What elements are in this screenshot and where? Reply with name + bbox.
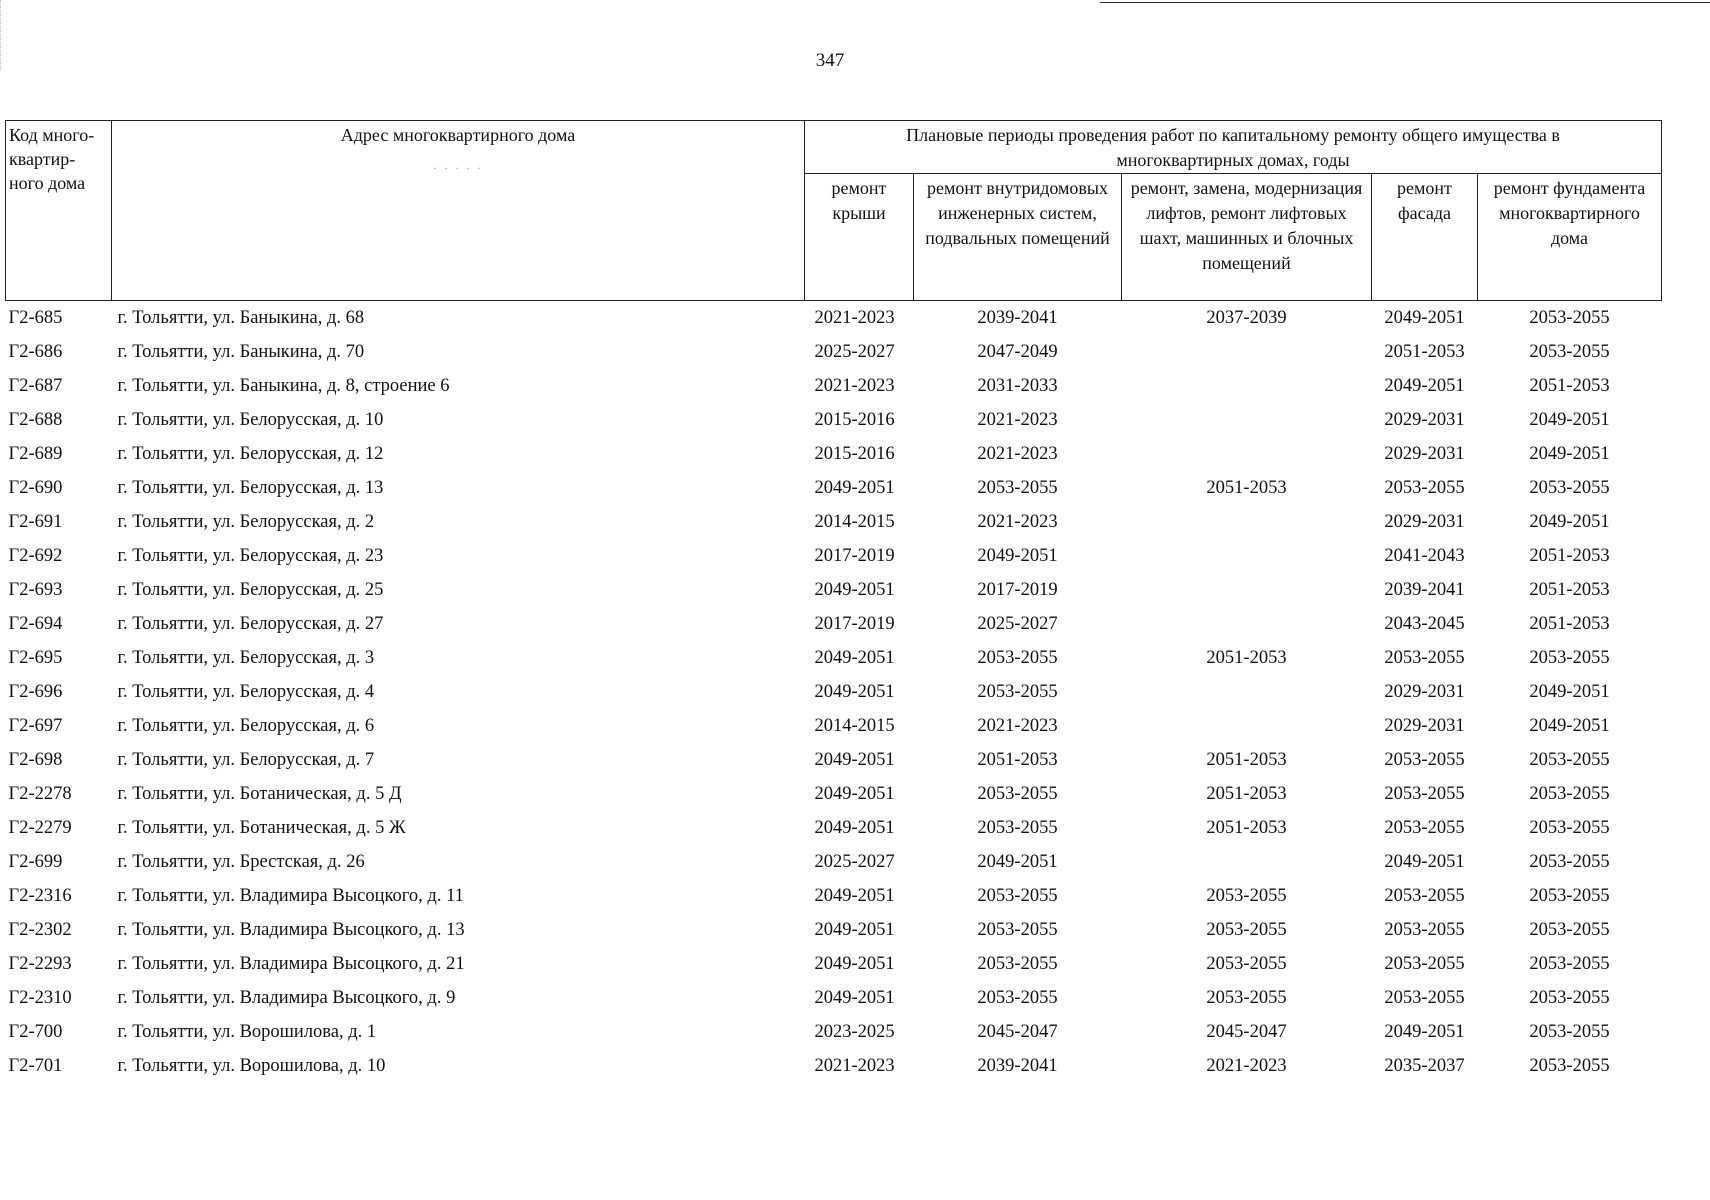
cell-code: Г2-699 — [8, 851, 63, 872]
cell-engineering-period: 2045-2047 — [977, 1021, 1058, 1042]
cell-elevator-period: 2053-2055 — [1206, 885, 1287, 906]
cell-facade-period: 2049-2051 — [1384, 307, 1465, 328]
cell-elevator-period: 2051-2053 — [1206, 477, 1287, 498]
table-row — [6, 777, 1662, 811]
cell-facade-period: 2035-2037 — [1384, 1055, 1465, 1076]
cell-facade-period: 2053-2055 — [1384, 885, 1465, 906]
cell-elevator-period — [1122, 539, 1372, 573]
cell-address: г. Тольятти, ул. Белорусская, д. 7 — [117, 749, 375, 770]
cell-roof-period: 2049-2051 — [814, 681, 895, 702]
capital-repair-table — [5, 120, 1662, 1083]
cell-roof-period: 2017-2019 — [814, 613, 895, 634]
cell-facade-period: 2053-2055 — [1384, 477, 1465, 498]
cell-elevator-period — [1122, 335, 1372, 369]
cell-facade-period: 2041-2043 — [1384, 545, 1465, 566]
cell-address: г. Тольятти, ул. Белорусская, д. 27 — [117, 613, 384, 634]
cell-address: г. Тольятти, ул. Владимира Высоцкого, д. 13 — [117, 919, 465, 940]
cell-roof-period: 2049-2051 — [814, 579, 895, 600]
cell-facade-period: 2049-2051 — [1384, 851, 1465, 872]
cell-address: г. Тольятти, ул. Белорусская, д. 25 — [117, 579, 384, 600]
cell-foundation-period: 2051-2053 — [1529, 545, 1610, 566]
cell-engineering-period: 2031-2033 — [977, 375, 1058, 396]
cell-engineering-period: 2021-2023 — [977, 511, 1058, 532]
cell-address: г. Тольятти, ул. Брестская, д. 26 — [117, 851, 365, 872]
top-border-line — [1100, 2, 1710, 3]
cell-facade-period: 2029-2031 — [1384, 409, 1465, 430]
cell-address: г. Тольятти, ул. Владимира Высоцкого, д. 11 — [117, 885, 464, 906]
cell-roof-period: 2049-2051 — [814, 749, 895, 770]
cell-roof-period: 2023-2025 — [814, 1021, 895, 1042]
cell-elevator-period — [1122, 573, 1372, 607]
cell-engineering-period: 2053-2055 — [977, 919, 1058, 940]
cell-elevator-period: 2051-2053 — [1206, 647, 1287, 668]
column-header-elevator: ремонт, замена, модернизация лифтов, ремонт лифтовых шахт, машинных и блочных помещений — [1122, 174, 1372, 301]
cell-roof-period: 2049-2051 — [814, 817, 895, 838]
cell-code: Г2-694 — [8, 613, 63, 634]
cell-foundation-period: 2053-2055 — [1529, 817, 1610, 838]
cell-foundation-period: 2051-2053 — [1529, 579, 1610, 600]
cell-foundation-period: 2053-2055 — [1529, 885, 1610, 906]
table-row — [6, 437, 1662, 471]
table-row — [6, 947, 1662, 981]
table-row — [6, 539, 1662, 573]
cell-foundation-period: 2049-2051 — [1529, 443, 1610, 464]
column-header-foundation: ремонт фундамента многоквартирного дома — [1478, 174, 1662, 301]
column-header-code: Код много-квартир-ного дома — [6, 121, 112, 301]
cell-address: г. Тольятти, ул. Баныкина, д. 70 — [117, 341, 365, 362]
cell-roof-period: 2025-2027 — [814, 851, 895, 872]
cell-foundation-period: 2053-2055 — [1529, 851, 1610, 872]
cell-engineering-period: 2021-2023 — [977, 715, 1058, 736]
cell-roof-period: 2017-2019 — [814, 545, 895, 566]
cell-engineering-period: 2053-2055 — [977, 783, 1058, 804]
cell-facade-period: 2053-2055 — [1384, 919, 1465, 940]
column-header-facade: ремонт фасада — [1372, 174, 1478, 301]
cell-code: Г2-689 — [8, 443, 63, 464]
cell-elevator-period — [1122, 369, 1372, 403]
cell-elevator-period — [1122, 709, 1372, 743]
table-row — [6, 607, 1662, 641]
cell-engineering-period: 2049-2051 — [977, 545, 1058, 566]
cell-engineering-period: 2051-2053 — [977, 749, 1058, 770]
cell-address: г. Тольятти, ул. Белорусская, д. 4 — [117, 681, 375, 702]
cell-code: Г2-2310 — [8, 987, 72, 1008]
cell-engineering-period: 2053-2055 — [977, 681, 1058, 702]
cell-code: Г2-693 — [8, 579, 63, 600]
cell-facade-period: 2029-2031 — [1384, 443, 1465, 464]
cell-code: Г2-688 — [8, 409, 63, 430]
cell-engineering-period: 2039-2041 — [977, 1055, 1058, 1076]
cell-facade-period: 2053-2055 — [1384, 783, 1465, 804]
cell-facade-period: 2049-2051 — [1384, 375, 1465, 396]
cell-engineering-period: 2021-2023 — [977, 409, 1058, 430]
cell-code: Г2-697 — [8, 715, 63, 736]
cell-code: Г2-700 — [8, 1021, 63, 1042]
table-row — [6, 301, 1662, 336]
cell-foundation-period: 2049-2051 — [1529, 715, 1610, 736]
column-header-address — [112, 121, 805, 301]
cell-engineering-period: 2053-2055 — [977, 885, 1058, 906]
cell-foundation-period: 2053-2055 — [1529, 307, 1610, 328]
cell-code: Г2-690 — [8, 477, 63, 498]
cell-roof-period: 2049-2051 — [814, 647, 895, 668]
cell-facade-period: 2053-2055 — [1384, 749, 1465, 770]
cell-facade-period: 2029-2031 — [1384, 681, 1465, 702]
column-header-engineering: ремонт внутридомовых инженерных систем, подвальных помещений — [914, 174, 1122, 301]
cell-elevator-period — [1122, 403, 1372, 437]
cell-elevator-period — [1122, 437, 1372, 471]
cell-code: Г2-685 — [8, 307, 63, 328]
cell-roof-period: 2049-2051 — [814, 885, 895, 906]
cell-facade-period: 2039-2041 — [1384, 579, 1465, 600]
table-row — [6, 403, 1662, 437]
cell-roof-period: 2021-2023 — [814, 375, 895, 396]
cell-facade-period: 2029-2031 — [1384, 511, 1465, 532]
page-number: 347 — [815, 50, 845, 71]
table-row — [6, 981, 1662, 1015]
cell-address: г. Тольятти, ул. Белорусская, д. 2 — [117, 511, 375, 532]
cell-roof-period: 2025-2027 — [814, 341, 895, 362]
cell-foundation-period: 2053-2055 — [1529, 1021, 1610, 1042]
cell-engineering-period: 2053-2055 — [977, 953, 1058, 974]
table-body — [6, 301, 1662, 1084]
cell-engineering-period: 2047-2049 — [977, 341, 1058, 362]
cell-engineering-period: 2053-2055 — [977, 477, 1058, 498]
cell-engineering-period: 2039-2041 — [977, 307, 1058, 328]
cell-foundation-period: 2051-2053 — [1529, 613, 1610, 634]
cell-foundation-period: 2053-2055 — [1529, 341, 1610, 362]
table-row — [6, 369, 1662, 403]
cell-elevator-period: 2053-2055 — [1206, 987, 1287, 1008]
cell-elevator-period — [1122, 675, 1372, 709]
cell-foundation-period: 2053-2055 — [1529, 919, 1610, 940]
cell-engineering-period: 2053-2055 — [977, 647, 1058, 668]
cell-address: г. Тольятти, ул. Белорусская, д. 10 — [117, 409, 384, 430]
cell-foundation-period: 2053-2055 — [1529, 987, 1610, 1008]
cell-facade-period: 2053-2055 — [1384, 817, 1465, 838]
cell-roof-period: 2049-2051 — [814, 953, 895, 974]
cell-foundation-period: 2053-2055 — [1529, 647, 1610, 668]
cell-address: г. Тольятти, ул. Баныкина, д. 8, строение 6 — [117, 375, 450, 396]
cell-elevator-period: 2021-2023 — [1206, 1055, 1287, 1076]
cell-address: г. Тольятти, ул. Белорусская, д. 12 — [117, 443, 384, 464]
table-row — [6, 641, 1662, 675]
cell-roof-period: 2015-2016 — [814, 443, 895, 464]
table-row — [6, 573, 1662, 607]
cell-elevator-period: 2051-2053 — [1206, 749, 1287, 770]
cell-code: Г2-2316 — [8, 885, 72, 906]
table-row — [6, 471, 1662, 505]
cell-roof-period: 2049-2051 — [814, 919, 895, 940]
cell-elevator-period — [1122, 607, 1372, 641]
cell-elevator-period — [1122, 505, 1372, 539]
cell-facade-period: 2029-2031 — [1384, 715, 1465, 736]
cell-roof-period: 2049-2051 — [814, 477, 895, 498]
cell-code: Г2-2302 — [8, 919, 72, 940]
cell-engineering-period: 2049-2051 — [977, 851, 1058, 872]
table-row — [6, 811, 1662, 845]
cell-roof-period: 2049-2051 — [814, 987, 895, 1008]
table-row — [6, 505, 1662, 539]
cell-elevator-period: 2053-2055 — [1206, 919, 1287, 940]
cell-roof-period: 2021-2023 — [814, 307, 895, 328]
cell-foundation-period: 2053-2055 — [1529, 783, 1610, 804]
cell-roof-period: 2049-2051 — [814, 783, 895, 804]
cell-address: г. Тольятти, ул. Владимира Высоцкого, д. 21 — [117, 953, 465, 974]
column-header-address-label: Адрес многоквартирного дома — [340, 125, 576, 145]
cell-code: Г2-696 — [8, 681, 63, 702]
table-row — [6, 879, 1662, 913]
cell-engineering-period: 2053-2055 — [977, 987, 1058, 1008]
column-header-roof: ремонт крыши — [805, 174, 914, 301]
cell-foundation-period: 2049-2051 — [1529, 511, 1610, 532]
cell-address: г. Тольятти, ул. Баныкина, д. 68 — [117, 307, 365, 328]
cell-code: Г2-686 — [8, 341, 63, 362]
cell-elevator-period — [1122, 845, 1372, 879]
cell-address: г. Тольятти, ул. Владимира Высоцкого, д. 9 — [117, 987, 456, 1008]
cell-address: г. Тольятти, ул. Ботаническая, д. 5 Ж — [117, 817, 406, 838]
cell-roof-period: 2015-2016 — [814, 409, 895, 430]
cell-facade-period: 2053-2055 — [1384, 953, 1465, 974]
cell-elevator-period: 2051-2053 — [1206, 817, 1287, 838]
cell-address: г. Тольятти, ул. Ботаническая, д. 5 Д — [117, 783, 402, 804]
cell-facade-period: 2051-2053 — [1384, 341, 1465, 362]
cell-roof-period: 2014-2015 — [814, 715, 895, 736]
cell-code: Г2-701 — [8, 1055, 63, 1076]
cell-facade-period: 2053-2055 — [1384, 987, 1465, 1008]
cell-engineering-period: 2021-2023 — [977, 443, 1058, 464]
cell-foundation-period: 2053-2055 — [1529, 749, 1610, 770]
cell-code: Г2-692 — [8, 545, 63, 566]
cell-foundation-period: 2051-2053 — [1529, 375, 1610, 396]
cell-code: Г2-2279 — [8, 817, 72, 838]
table-row — [6, 845, 1662, 879]
cell-foundation-period: 2053-2055 — [1529, 477, 1610, 498]
cell-foundation-period: 2049-2051 — [1529, 681, 1610, 702]
cell-roof-period: 2021-2023 — [814, 1055, 895, 1076]
cell-address: г. Тольятти, ул. Белорусская, д. 23 — [117, 545, 384, 566]
cell-code: Г2-691 — [8, 511, 63, 532]
cell-foundation-period: 2049-2051 — [1529, 409, 1610, 430]
table-row — [6, 675, 1662, 709]
table-row — [6, 1015, 1662, 1049]
cell-address: г. Тольятти, ул. Белорусская, д. 13 — [117, 477, 384, 498]
cell-elevator-period: 2053-2055 — [1206, 953, 1287, 974]
column-header-group: Плановые периоды проведения работ по капитальному ремонту общего имущества в многоквартирных домах, годы — [805, 121, 1662, 174]
cell-foundation-period: 2053-2055 — [1529, 1055, 1610, 1076]
cell-address: г. Тольятти, ул. Белорусская, д. 6 — [117, 715, 375, 736]
table-row — [6, 709, 1662, 743]
table-row — [6, 335, 1662, 369]
cell-facade-period: 2053-2055 — [1384, 647, 1465, 668]
cell-code: Г2-695 — [8, 647, 63, 668]
cell-code: Г2-698 — [8, 749, 63, 770]
cell-foundation-period: 2053-2055 — [1529, 953, 1610, 974]
cell-elevator-period: 2051-2053 — [1206, 783, 1287, 804]
table-row — [6, 1049, 1662, 1083]
cell-roof-period: 2014-2015 — [814, 511, 895, 532]
cell-engineering-period: 2025-2027 — [977, 613, 1058, 634]
cell-address: г. Тольятти, ул. Ворошилова, д. 10 — [117, 1055, 386, 1076]
table-row — [6, 913, 1662, 947]
cell-code: Г2-2293 — [8, 953, 72, 974]
scan-noise: · · · · · — [433, 161, 483, 175]
cell-code: Г2-2278 — [8, 783, 72, 804]
header-row-1 — [6, 121, 1662, 174]
cell-elevator-period: 2037-2039 — [1206, 307, 1287, 328]
cell-address: г. Тольятти, ул. Ворошилова, д. 1 — [117, 1021, 377, 1042]
cell-elevator-period: 2045-2047 — [1206, 1021, 1287, 1042]
cell-engineering-period: 2017-2019 — [977, 579, 1058, 600]
cell-address: г. Тольятти, ул. Белорусская, д. 3 — [117, 647, 375, 668]
table-row — [6, 743, 1662, 777]
cell-facade-period: 2043-2045 — [1384, 613, 1465, 634]
cell-engineering-period: 2053-2055 — [977, 817, 1058, 838]
cell-facade-period: 2049-2051 — [1384, 1021, 1465, 1042]
cell-code: Г2-687 — [8, 375, 63, 396]
